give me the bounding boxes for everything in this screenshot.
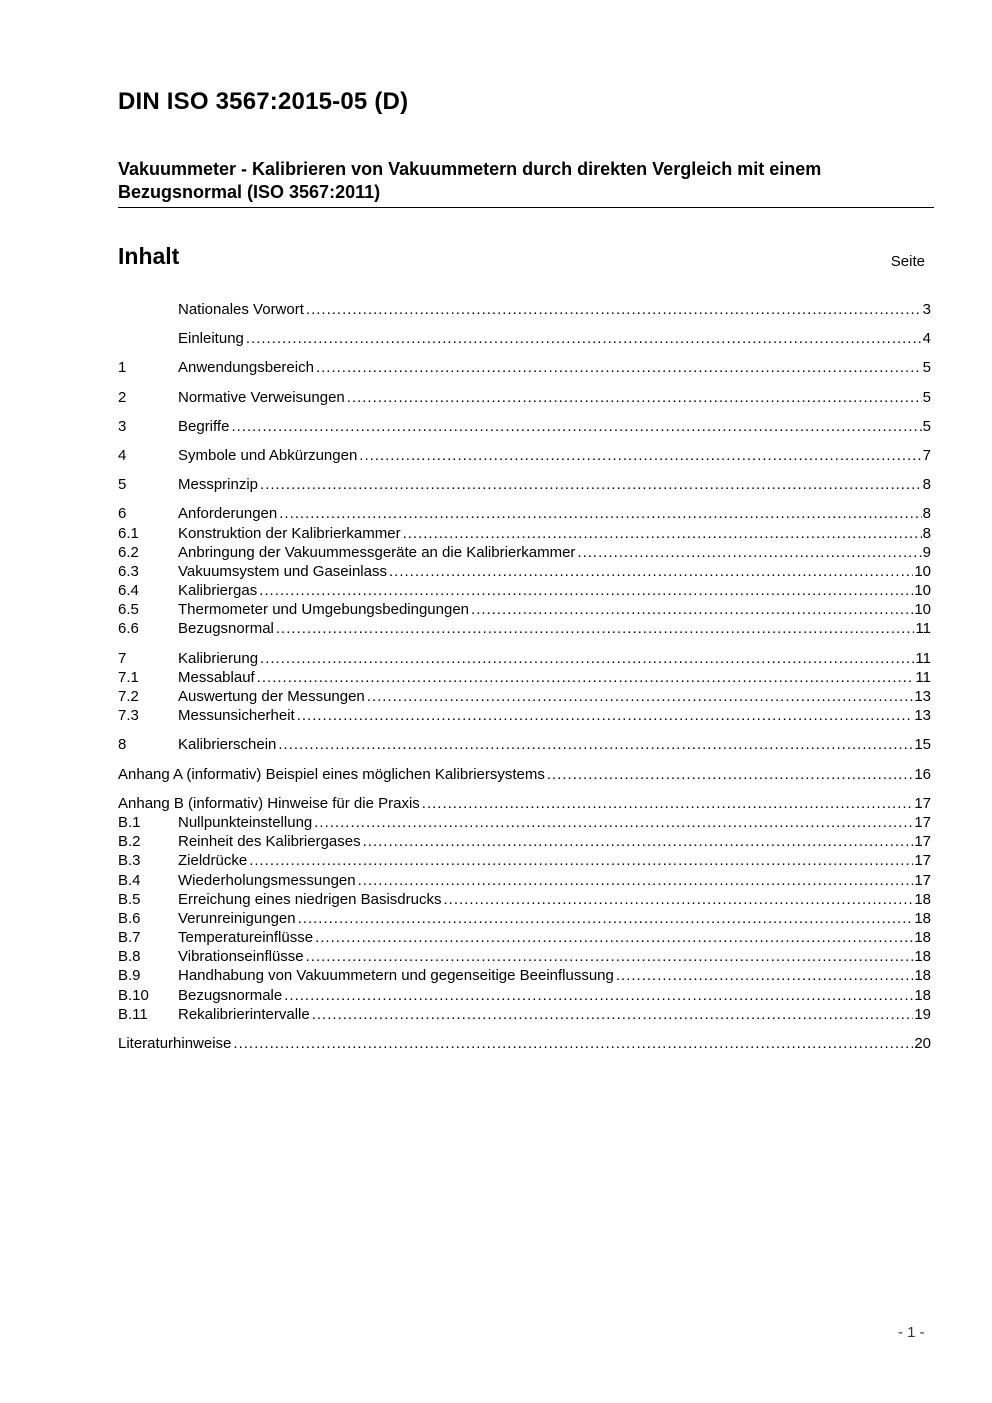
- document-subtitle: Vakuummeter - Kalibrieren von Vakuummetern durch direkten Vergleich mit einem Bezugsnormal (ISO 3567:2011): [118, 158, 934, 208]
- toc-dot-leader: [422, 794, 914, 813]
- toc-entry-title: Reinheit des Kalibriergases: [178, 833, 361, 851]
- toc-entry-number: B.11: [118, 1005, 148, 1023]
- toc-page-column-label: Seite: [890, 253, 925, 270]
- toc-dot-leader: [367, 687, 914, 706]
- toc-entry-nationales-vorwort[interactable]: [118, 300, 931, 319]
- toc-dot-leader: [314, 813, 913, 832]
- toc-dot-leader: [443, 890, 913, 909]
- toc-entry-page: 18: [914, 986, 931, 1004]
- toc-entry-b-1[interactable]: [118, 813, 931, 832]
- toc-entry-number: 7.3: [118, 707, 139, 725]
- toc-entry-b-5[interactable]: [118, 890, 931, 909]
- toc-entry-title: Messunsicherheit: [178, 707, 295, 725]
- toc-dot-leader: [403, 524, 922, 543]
- toc-entry-title: Anhang B (informativ) Hinweise für die Praxis: [118, 794, 420, 812]
- toc-entry-number: 6.2: [118, 543, 139, 561]
- toc-entry-page: 13: [914, 707, 931, 725]
- toc-entry-title: Anforderungen: [178, 505, 278, 523]
- toc-entry-title: Konstruktion der Kalibrierkammer: [178, 524, 401, 542]
- toc-entry-b-8[interactable]: [118, 947, 931, 966]
- toc-entry-page: 8: [922, 524, 931, 542]
- toc-entry-number: B.7: [118, 929, 141, 947]
- toc-dot-leader: [577, 543, 921, 562]
- toc-dot-leader: [315, 928, 913, 947]
- toc-entry-number: 2: [118, 388, 127, 406]
- toc-entry-6-6[interactable]: [118, 619, 931, 638]
- toc-entry-page: 7: [922, 446, 931, 464]
- toc-entry-number: B.10: [118, 986, 149, 1004]
- toc-dot-leader: [547, 765, 913, 784]
- toc-entry-number: 5: [118, 476, 127, 494]
- toc-dot-leader: [259, 581, 913, 600]
- toc-entry-number: B.8: [118, 948, 141, 966]
- toc-entry-page: 11: [915, 668, 931, 686]
- toc-heading: Inhalt: [118, 243, 180, 269]
- toc-entry-title: Symbole und Abkürzungen: [178, 446, 358, 464]
- toc-dot-leader: [297, 706, 914, 725]
- toc-entry-number: B.4: [118, 871, 141, 889]
- toc-dot-leader: [298, 909, 914, 928]
- toc-entry-number: 7: [118, 649, 127, 667]
- toc-entry-anhang-b[interactable]: [118, 794, 931, 813]
- toc-entry-6-3[interactable]: [118, 562, 931, 581]
- toc-entry-number: 7.1: [118, 668, 139, 686]
- toc-entry-1[interactable]: [118, 358, 931, 377]
- toc-entry-title: Nullpunkteinstellung: [178, 813, 313, 831]
- toc-entry-b-7[interactable]: [118, 928, 931, 947]
- toc-entry-page: 18: [914, 967, 931, 985]
- toc-entry-title: Erreichung eines niedrigen Basisdrucks: [178, 890, 442, 908]
- toc-dot-leader: [347, 388, 922, 407]
- table-of-contents: [118, 300, 931, 1053]
- toc-entry-page: 17: [914, 871, 931, 889]
- toc-dot-leader: [276, 619, 915, 638]
- toc-entry-title: Messablauf: [178, 668, 255, 686]
- toc-entry-7-2[interactable]: [118, 687, 931, 706]
- toc-entry-7[interactable]: [118, 649, 931, 668]
- toc-entry-page: 11: [915, 620, 931, 638]
- toc-entry-4[interactable]: [118, 446, 931, 465]
- toc-entry-page: 17: [914, 794, 931, 812]
- toc-entry-page: 19: [914, 1005, 931, 1023]
- toc-entry-page: 16: [914, 765, 931, 783]
- toc-entry-page: 18: [914, 948, 931, 966]
- toc-entry-page: 8: [922, 476, 931, 494]
- toc-entry-b-3[interactable]: [118, 851, 931, 870]
- toc-entry-number: 6.1: [118, 524, 139, 542]
- toc-entry-page: 17: [914, 833, 931, 851]
- toc-entry-page: 10: [914, 582, 931, 600]
- toc-entry-title: Handhabung von Vakuummetern und gegenseitige Beeinflussung: [178, 967, 614, 985]
- toc-entry-page: 17: [914, 852, 931, 870]
- toc-entry-page: 18: [914, 890, 931, 908]
- toc-entry-page: 4: [922, 330, 931, 348]
- toc-entry-title: Bezugsnormal: [178, 620, 274, 638]
- toc-entry-title: Thermometer und Umgebungsbedingungen: [178, 601, 470, 619]
- toc-dot-leader: [616, 966, 913, 985]
- toc-entry-title: Anbringung der Vakuummessgeräte an die Kalibrierkammer: [178, 543, 576, 561]
- toc-entry-title: Einleitung: [178, 330, 244, 348]
- toc-dot-leader: [312, 1005, 914, 1024]
- toc-entry-page: 8: [922, 505, 931, 523]
- toc-entry-3[interactable]: [118, 417, 931, 436]
- toc-entry-number: 7.2: [118, 688, 139, 705]
- toc-entry-6[interactable]: [118, 504, 931, 523]
- toc-dot-leader: [358, 871, 914, 890]
- toc-entry-page: 18: [914, 929, 931, 947]
- toc-entry-b-11[interactable]: [118, 1005, 931, 1024]
- toc-entry-8[interactable]: [118, 735, 931, 754]
- toc-dot-leader: [363, 832, 914, 851]
- toc-entry-number: B.5: [118, 890, 141, 908]
- toc-dot-leader: [471, 600, 913, 619]
- toc-entry-anhang-a[interactable]: [118, 765, 931, 784]
- toc-entry-number: B.2: [118, 833, 141, 851]
- toc-dot-leader: [279, 504, 921, 523]
- toc-entry-title: Kalibrierung: [178, 649, 259, 667]
- toc-entry-page: 3: [922, 301, 931, 318]
- page-number: - 1 -: [898, 1324, 925, 1341]
- toc-dot-leader: [316, 358, 922, 377]
- toc-entry-b-2[interactable]: [118, 832, 931, 851]
- toc-dot-leader: [306, 300, 922, 319]
- toc-entry-6-5[interactable]: [118, 600, 931, 619]
- toc-dot-leader: [284, 986, 913, 1005]
- toc-entry-page: 15: [914, 736, 931, 754]
- toc-dot-leader: [246, 329, 922, 348]
- toc-entry-title: Normative Verweisungen: [178, 388, 345, 406]
- toc-entry-title: Nationales Vorwort: [178, 301, 304, 318]
- toc-entry-title: Anhang A (informativ) Beispiel eines möglichen Kalibriersystems: [118, 765, 545, 783]
- toc-entry-5[interactable]: [118, 475, 931, 494]
- toc-entry-page: 9: [922, 543, 931, 561]
- toc-entry-title: Vibrationseinflüsse: [178, 948, 304, 966]
- toc-entry-6-2[interactable]: [118, 543, 931, 562]
- toc-entry-page: 18: [914, 909, 931, 927]
- toc-entry-b-9[interactable]: [118, 966, 931, 985]
- toc-dot-leader: [260, 649, 914, 668]
- toc-entry-page: 17: [914, 813, 931, 831]
- toc-entry-number: 4: [118, 446, 127, 464]
- toc-entry-title: Rekalibrierintervalle: [178, 1005, 310, 1023]
- document-title: DIN ISO 3567:2015-05 (D): [118, 88, 409, 115]
- toc-dot-leader: [249, 851, 913, 870]
- toc-entry-7-3[interactable]: [118, 706, 931, 725]
- toc-dot-leader: [306, 947, 914, 966]
- toc-entry-page: 5: [922, 417, 931, 435]
- toc-dot-leader: [389, 562, 913, 581]
- toc-entry-2[interactable]: [118, 388, 931, 407]
- toc-entry-title: Literaturhinweise: [118, 1035, 232, 1052]
- toc-entry-page: 5: [922, 359, 931, 377]
- toc-entry-title: Auswertung der Messungen: [178, 688, 365, 705]
- toc-entry-page: 10: [914, 562, 931, 580]
- toc-entry-number: B.1: [118, 813, 141, 831]
- toc-entry-number: 6.4: [118, 582, 139, 600]
- toc-entry-title: Bezugsnormale: [178, 986, 283, 1004]
- toc-entry-b-10[interactable]: [118, 986, 931, 1005]
- toc-entry-title: Kalibriergas: [178, 582, 258, 600]
- toc-entry-title: Verunreinigungen: [178, 909, 296, 927]
- toc-entry-6-1[interactable]: [118, 524, 931, 543]
- toc-dot-leader: [231, 417, 921, 436]
- toc-entry-title: Temperatureinflüsse: [178, 929, 314, 947]
- toc-entry-number: B.6: [118, 909, 141, 927]
- toc-entry-title: Zieldrücke: [178, 852, 248, 870]
- toc-entry-title: Anwendungsbereich: [178, 359, 314, 377]
- toc-entry-page: 10: [914, 601, 931, 619]
- toc-entry-number: 6.6: [118, 620, 139, 638]
- toc-entry-title: Vakuumsystem und Gaseinlass: [178, 562, 387, 580]
- toc-dot-leader: [260, 475, 922, 494]
- toc-entry-number: 1: [118, 359, 127, 377]
- toc-entry-page: 20: [914, 1035, 931, 1052]
- toc-entry-einleitung[interactable]: [118, 329, 931, 348]
- toc-dot-leader: [359, 446, 921, 465]
- toc-entry-b-4[interactable]: [118, 871, 931, 890]
- toc-entry-literaturhinweise[interactable]: [118, 1034, 931, 1053]
- toc-entry-page: 11: [915, 649, 931, 667]
- toc-entry-title: Kalibrierschein: [178, 736, 277, 754]
- toc-entry-b-6[interactable]: [118, 909, 931, 928]
- toc-entry-number: 8: [118, 736, 127, 754]
- toc-entry-number: 6: [118, 505, 127, 523]
- toc-dot-leader: [233, 1034, 913, 1053]
- toc-entry-7-1[interactable]: [118, 668, 931, 687]
- toc-entry-title: Begriffe: [178, 417, 230, 435]
- toc-entry-title: Messprinzip: [178, 476, 259, 494]
- toc-dot-leader: [257, 668, 915, 687]
- toc-entry-number: B.3: [118, 852, 141, 870]
- toc-entry-page: 5: [922, 388, 931, 406]
- toc-entry-page: 13: [914, 688, 931, 705]
- toc-entry-6-4[interactable]: [118, 581, 931, 600]
- toc-dot-leader: [278, 735, 913, 754]
- toc-entry-number: 6.5: [118, 601, 139, 619]
- toc-entry-number: 3: [118, 417, 127, 435]
- toc-entry-title: Wiederholungsmessungen: [178, 871, 356, 889]
- toc-entry-number: B.9: [118, 967, 141, 985]
- toc-entry-number: 6.3: [118, 562, 139, 580]
